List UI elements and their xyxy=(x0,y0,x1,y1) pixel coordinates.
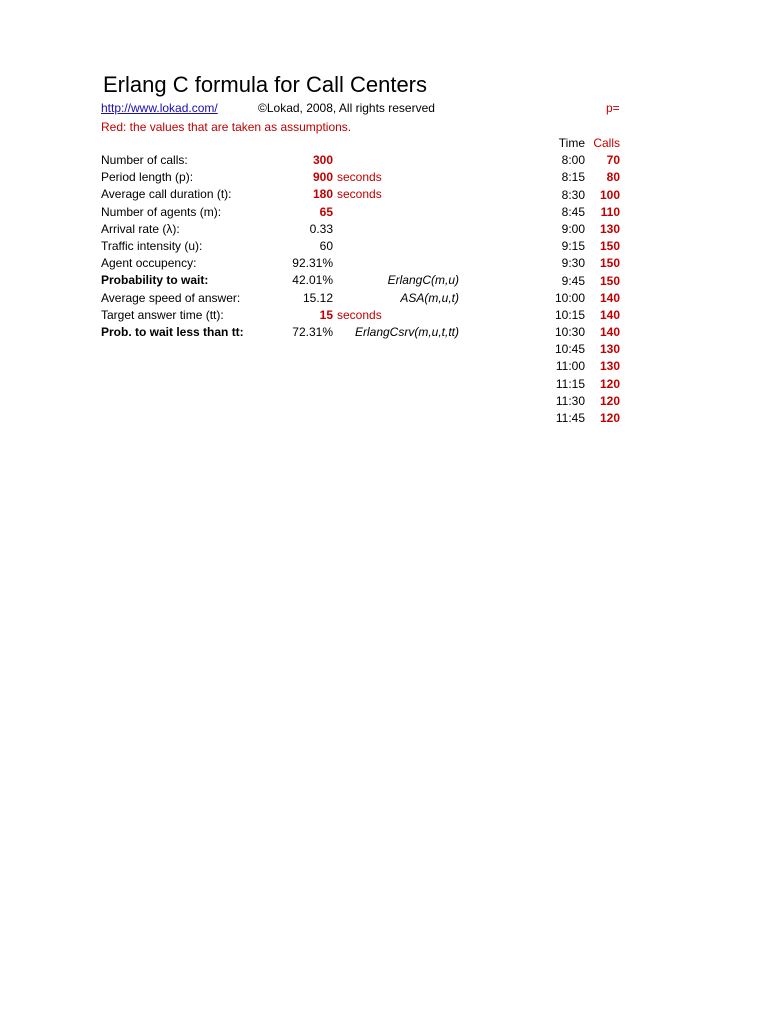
parameter-label: Target answer time (tt): xyxy=(101,307,224,322)
schedule-row xyxy=(520,393,630,410)
schedule-row xyxy=(520,169,630,186)
schedule-row xyxy=(520,341,630,358)
parameter-label: Period length (p): xyxy=(101,170,194,185)
schedule-calls: 70 xyxy=(606,153,620,168)
parameter-value: 65 xyxy=(319,204,333,219)
schedule-calls: 130 xyxy=(599,221,620,236)
schedule-time: 10:30 xyxy=(554,325,585,340)
parameter-value: 92.31% xyxy=(292,256,333,271)
parameter-unit: seconds xyxy=(337,170,382,185)
schedule-header-row xyxy=(520,135,630,152)
parameter-formula: ErlangCsrv(m,u,t,tt) xyxy=(354,324,459,339)
schedule-row xyxy=(520,410,630,427)
schedule-row xyxy=(520,307,630,324)
schedule-time: 9:00 xyxy=(561,221,585,236)
time-column-header: Time xyxy=(558,136,585,150)
parameter-unit: seconds xyxy=(337,187,382,202)
parameter-label: Traffic intensity (u): xyxy=(101,238,203,253)
assumptions-note: Red: the values that are taken as assumptions. xyxy=(101,120,352,134)
schedule-calls: 140 xyxy=(599,307,620,322)
parameter-row xyxy=(101,152,481,169)
parameter-value: 900 xyxy=(312,170,333,185)
schedule-calls: 120 xyxy=(599,411,620,425)
schedule-calls: 140 xyxy=(599,290,620,305)
parameter-value: 72.31% xyxy=(292,324,333,339)
parameter-value: 15.12 xyxy=(302,290,333,305)
parameter-row xyxy=(101,307,481,324)
schedule-time: 8:00 xyxy=(561,153,585,168)
parameter-value: 15 xyxy=(319,307,333,322)
schedule-time: 8:30 xyxy=(561,187,585,202)
schedule-row xyxy=(520,358,630,375)
parameter-label: Average speed of answer: xyxy=(101,290,241,305)
schedule-row xyxy=(520,187,630,204)
schedule-calls: 130 xyxy=(599,342,620,357)
schedule-row xyxy=(520,273,630,290)
schedule-time: 10:00 xyxy=(554,290,585,305)
schedule-row xyxy=(520,152,630,169)
schedule-row xyxy=(520,221,630,238)
lokad-link[interactable]: http://www.lokad.com/ xyxy=(101,101,218,115)
parameter-value: 42.01% xyxy=(292,273,333,288)
parameter-row xyxy=(101,204,481,221)
parameters-table xyxy=(101,152,481,341)
schedule-time: 11:45 xyxy=(555,411,585,425)
schedule-time: 8:15 xyxy=(561,170,585,185)
parameter-formula: ASA(m,u,t) xyxy=(400,290,459,305)
parameter-label: Arrival rate (λ): xyxy=(101,221,180,236)
schedule-calls: 110 xyxy=(600,204,620,219)
schedule-time: 10:15 xyxy=(554,307,585,322)
parameter-row xyxy=(101,238,481,255)
page-title: Erlang C formula for Call Centers xyxy=(103,72,428,97)
schedule-calls: 80 xyxy=(606,170,620,185)
schedule-row xyxy=(520,324,630,341)
parameter-row xyxy=(101,324,481,341)
schedule-calls: 150 xyxy=(599,256,620,271)
schedule-time: 9:45 xyxy=(561,273,585,288)
schedule-calls: 120 xyxy=(599,376,620,391)
schedule-row xyxy=(520,255,630,272)
parameter-label: Average call duration (t): xyxy=(101,187,232,202)
parameter-value: 300 xyxy=(312,153,333,167)
schedule-time: 11:15 xyxy=(555,376,585,391)
schedule-rows xyxy=(520,152,630,427)
schedule-time: 10:45 xyxy=(554,342,585,357)
parameter-label: Probability to wait: xyxy=(101,273,209,288)
schedule-time: 9:30 xyxy=(561,256,585,271)
call-schedule-table xyxy=(520,135,630,427)
schedule-calls: 130 xyxy=(599,359,620,374)
schedule-time: 9:15 xyxy=(561,239,585,254)
schedule-calls: 120 xyxy=(599,393,620,408)
parameter-value: 60 xyxy=(319,238,333,253)
parameter-row xyxy=(101,221,481,238)
schedule-calls: 150 xyxy=(599,239,620,254)
copyright-text: ©Lokad, 2008, All rights reserved xyxy=(258,101,435,115)
schedule-time: 11:30 xyxy=(555,393,585,408)
schedule-time: 11:00 xyxy=(555,359,585,374)
parameter-value: 180 xyxy=(312,187,333,202)
parameter-label: Number of calls: xyxy=(101,153,188,167)
parameter-row xyxy=(101,186,481,203)
parameter-formula: ErlangC(m,u) xyxy=(387,273,459,288)
parameter-row xyxy=(101,169,481,186)
calls-column-header: Calls xyxy=(593,136,620,150)
schedule-calls: 100 xyxy=(599,187,620,202)
parameter-label: Prob. to wait less than tt: xyxy=(101,324,244,339)
schedule-row xyxy=(520,290,630,307)
schedule-calls: 150 xyxy=(599,273,620,288)
parameter-row xyxy=(101,290,481,307)
schedule-calls: 140 xyxy=(599,325,620,340)
schedule-row xyxy=(520,238,630,255)
schedule-row xyxy=(520,376,630,393)
parameter-label: Agent occupency: xyxy=(101,256,197,271)
parameter-label: Number of agents (m): xyxy=(101,204,222,219)
parameter-value: 0.33 xyxy=(309,221,333,236)
schedule-row xyxy=(520,204,630,221)
parameter-row xyxy=(101,255,481,272)
p-label: p= xyxy=(606,101,620,115)
parameter-row xyxy=(101,272,481,289)
parameter-unit: seconds xyxy=(337,307,382,322)
schedule-time: 8:45 xyxy=(561,204,585,219)
